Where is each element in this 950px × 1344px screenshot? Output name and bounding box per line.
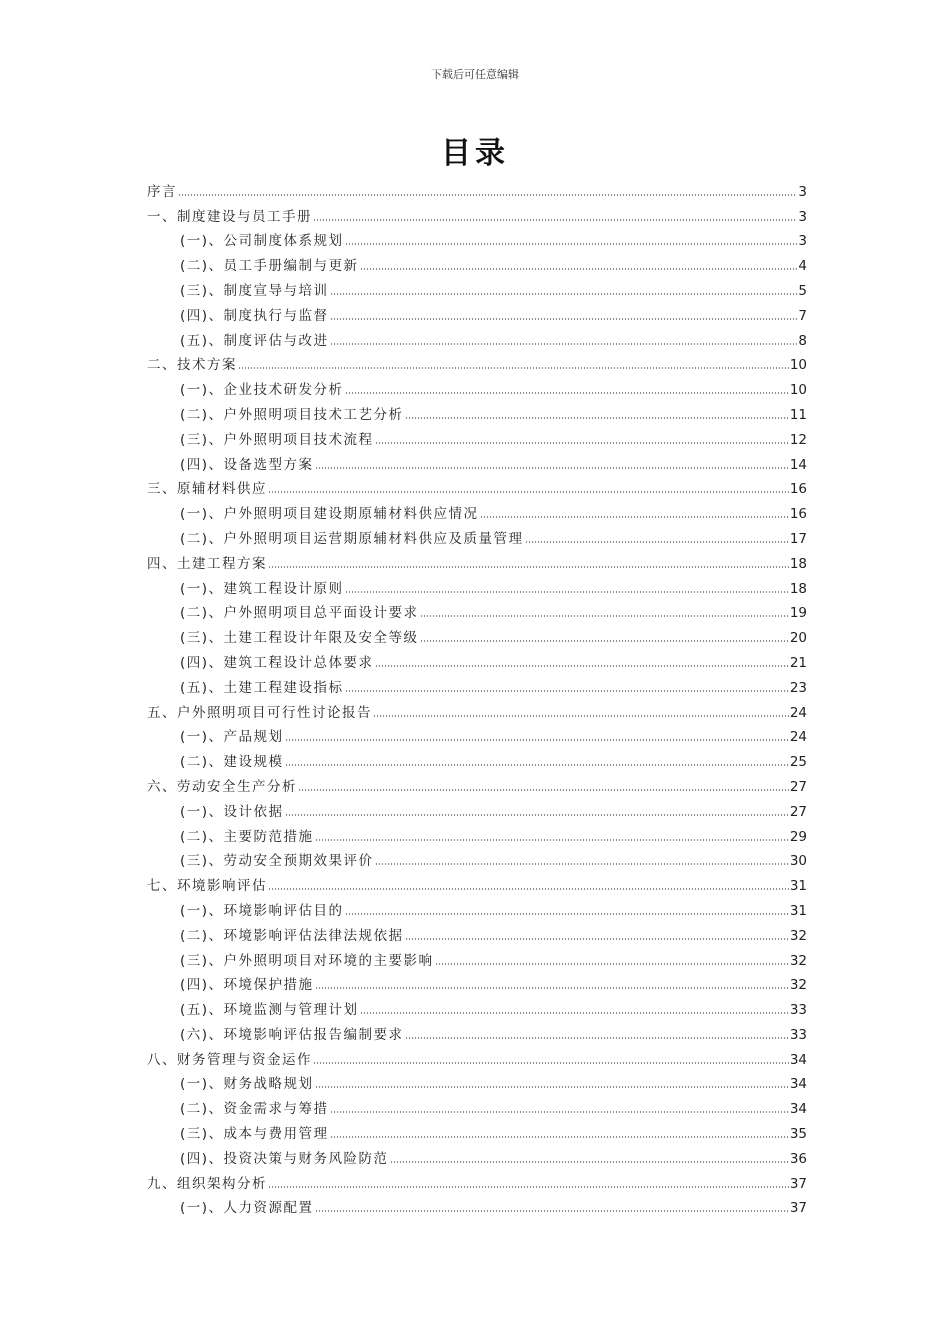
toc-entry-text: (三)、土建工程设计年限及安全等级 <box>180 630 419 647</box>
toc-entry[interactable] <box>147 373 807 398</box>
toc-entry[interactable] <box>147 894 807 919</box>
toc-dot-leader <box>313 219 797 221</box>
toc-entry-text: 三、原辅材料供应 <box>147 481 267 498</box>
toc-dot-leader <box>390 1161 789 1163</box>
toc-entry-page: 17 <box>789 530 807 547</box>
toc-entry-text: (五)、土建工程建设指标 <box>180 679 344 696</box>
toc-entry-text: (三)、劳动安全预期效果评价 <box>180 853 374 870</box>
toc-entry[interactable] <box>147 1018 807 1043</box>
toc-entry-page: 37 <box>789 1175 807 1192</box>
toc-entry-text: 五、户外照明项目可行性讨论报告 <box>147 704 372 721</box>
toc-entry[interactable] <box>147 919 807 944</box>
toc-dot-leader <box>315 1210 789 1212</box>
toc-dot-leader <box>330 1111 789 1113</box>
toc-entry-page: 20 <box>789 630 807 647</box>
toc-entry-page: 34 <box>789 1101 807 1118</box>
toc-entry-page: 27 <box>789 803 807 820</box>
toc-entry-text: 九、组织架构分析 <box>147 1175 267 1192</box>
toc-entry-page: 18 <box>789 580 807 597</box>
toc-entry-page: 35 <box>789 1126 807 1143</box>
toc-entry-page: 34 <box>789 1051 807 1068</box>
toc-entry-page: 32 <box>789 952 807 969</box>
toc-entry-page: 5 <box>798 282 807 299</box>
toc-entry-text: (一)、人力资源配置 <box>180 1200 314 1217</box>
toc-entry-page: 10 <box>789 357 807 374</box>
toc-entry[interactable] <box>147 423 807 448</box>
toc-entry-text: 序言 <box>147 183 177 200</box>
toc-entry-page: 19 <box>789 605 807 622</box>
toc-entry[interactable] <box>147 696 807 721</box>
toc-entry-text: 一、制度建设与员工手册 <box>147 208 312 225</box>
toc-entry-page: 24 <box>789 729 807 746</box>
toc-entry-page: 37 <box>789 1200 807 1217</box>
toc-entry[interactable] <box>147 770 807 795</box>
toc-dot-leader <box>313 1062 789 1064</box>
toc-dot-leader <box>375 665 789 667</box>
toc-entry-page: 33 <box>789 1026 807 1043</box>
toc-entry-page: 11 <box>789 406 807 423</box>
toc-entry-text: (一)、户外照明项目建设期原辅材料供应情况 <box>180 506 479 523</box>
toc-entry[interactable] <box>147 1117 807 1142</box>
toc-entry[interactable] <box>147 721 807 746</box>
toc-entry-text: (三)、制度宣导与培训 <box>180 282 329 299</box>
toc-entry-text: (二)、户外照明项目总平面设计要求 <box>180 605 419 622</box>
toc-entry-page: 24 <box>789 704 807 721</box>
toc-entry-page: 32 <box>789 927 807 944</box>
toc-entry-text: (二)、建设规模 <box>180 754 284 771</box>
toc-entry[interactable] <box>147 1043 807 1068</box>
toc-entry[interactable] <box>147 1167 807 1192</box>
toc-entry-page: 36 <box>789 1150 807 1167</box>
toc-entry[interactable] <box>147 820 807 845</box>
toc-entry-text: (二)、主要防范措施 <box>180 828 314 845</box>
toc-entry[interactable] <box>147 175 807 200</box>
toc-dot-leader <box>330 343 798 345</box>
toc-dot-leader <box>285 764 789 766</box>
toc-entry-page: 3 <box>798 183 807 200</box>
toc-entry-text: (二)、户外照明项目运营期原辅材料供应及质量管理 <box>180 530 524 547</box>
toc-entry[interactable] <box>147 572 807 597</box>
toc-entry-page: 25 <box>789 754 807 771</box>
toc-entry-page: 3 <box>798 233 807 250</box>
toc-entry-page: 33 <box>789 1002 807 1019</box>
toc-entry-text: (一)、建筑工程设计原则 <box>180 580 344 597</box>
toc-entry-page: 31 <box>789 878 807 895</box>
toc-dot-leader <box>330 293 798 295</box>
toc-entry-text: 四、土建工程方案 <box>147 555 267 572</box>
toc-entry-text: (三)、户外照明项目技术流程 <box>180 431 374 448</box>
toc-entry[interactable] <box>147 324 807 349</box>
toc-entry-page: 21 <box>789 654 807 671</box>
toc-dot-leader <box>268 566 789 568</box>
toc-entry-page: 16 <box>789 481 807 498</box>
toc-entry[interactable] <box>147 993 807 1018</box>
toc-entry-text: (四)、建筑工程设计总体要求 <box>180 654 374 671</box>
toc-entry-page: 3 <box>798 208 807 225</box>
toc-entry[interactable] <box>147 621 807 646</box>
toc-dot-leader <box>420 640 789 642</box>
toc-entry[interactable] <box>147 522 807 547</box>
toc-dot-leader <box>420 615 789 617</box>
toc-entry[interactable] <box>147 547 807 572</box>
toc-dot-leader <box>285 739 789 741</box>
toc-entry-text: (一)、环境影响评估目的 <box>180 902 344 919</box>
toc-entry-text: (一)、企业技术研发分析 <box>180 382 344 399</box>
toc-dot-leader <box>268 491 789 493</box>
toc-entry[interactable] <box>147 869 807 894</box>
toc-entry[interactable] <box>147 969 807 994</box>
toc-entry-text: (四)、环境保护措施 <box>180 977 314 994</box>
toc-entry-page: 23 <box>789 679 807 696</box>
toc-dot-leader <box>360 1012 789 1014</box>
toc-entry[interactable] <box>147 795 807 820</box>
toc-entry-page: 34 <box>789 1076 807 1093</box>
toc-entry-text: (四)、设备选型方案 <box>180 456 314 473</box>
toc-entry-page: 12 <box>789 431 807 448</box>
toc-entry[interactable] <box>147 225 807 250</box>
toc-entry[interactable] <box>147 200 807 225</box>
toc-entry-page: 30 <box>789 853 807 870</box>
toc-entry-text: (四)、投资决策与财务风险防范 <box>180 1150 389 1167</box>
toc-dot-leader <box>360 268 798 270</box>
toc-entry-text: (六)、环境影响评估报告编制要求 <box>180 1026 404 1043</box>
toc-title: 目录 <box>441 136 509 171</box>
toc-entry-page: 27 <box>789 778 807 795</box>
toc-entry-text: (一)、设计依据 <box>180 803 284 820</box>
toc-entry[interactable] <box>147 1192 807 1217</box>
header-note: 下载后可任意编辑 <box>431 68 519 81</box>
toc-entry-page: 32 <box>789 977 807 994</box>
toc-dot-leader <box>345 392 789 394</box>
toc-dot-leader <box>315 467 789 469</box>
toc-entry-page: 31 <box>789 902 807 919</box>
toc-dot-leader <box>178 194 797 196</box>
toc-entry[interactable] <box>147 745 807 770</box>
toc-entry[interactable] <box>147 646 807 671</box>
toc-dot-leader <box>268 888 789 890</box>
toc-dot-leader <box>405 1037 789 1039</box>
toc-entry-page: 7 <box>798 307 807 324</box>
toc-dot-leader <box>330 1136 789 1138</box>
toc-dot-leader <box>345 690 789 692</box>
toc-dot-leader <box>345 243 798 245</box>
toc-entry-text: (二)、环境影响评估法律法规依据 <box>180 927 404 944</box>
toc-entry-page: 8 <box>798 332 807 349</box>
toc-entry[interactable] <box>147 249 807 274</box>
toc-entry[interactable] <box>147 597 807 622</box>
toc-entry-text: (二)、员工手册编制与更新 <box>180 258 359 275</box>
toc-entry-text: 七、环境影响评估 <box>147 878 267 895</box>
toc-dot-leader <box>373 715 789 717</box>
toc-dot-leader <box>315 987 789 989</box>
toc-dot-leader <box>345 913 789 915</box>
toc-entry[interactable] <box>147 398 807 423</box>
toc-entry[interactable] <box>147 1092 807 1117</box>
toc-entry[interactable] <box>147 349 807 374</box>
toc-entry[interactable] <box>147 274 807 299</box>
toc-dot-leader <box>405 938 789 940</box>
toc-entry-page: 18 <box>789 555 807 572</box>
toc-entry[interactable] <box>147 448 807 473</box>
toc-dot-leader <box>375 863 789 865</box>
toc-dot-leader <box>315 1086 789 1088</box>
toc-entry[interactable] <box>147 473 807 498</box>
toc-dot-leader <box>298 789 789 791</box>
toc-entry-page: 10 <box>789 382 807 399</box>
toc-entry-text: (二)、户外照明项目技术工艺分析 <box>180 406 404 423</box>
table-of-contents <box>147 175 807 1216</box>
toc-dot-leader <box>268 1186 789 1188</box>
toc-entry-page: 16 <box>789 506 807 523</box>
toc-entry-text: 二、技术方案 <box>147 357 237 374</box>
toc-dot-leader <box>330 318 798 320</box>
toc-dot-leader <box>405 417 789 419</box>
toc-dot-leader <box>435 963 789 965</box>
toc-entry[interactable] <box>147 497 807 522</box>
toc-entry-page: 4 <box>798 258 807 275</box>
toc-entry-text: (三)、成本与费用管理 <box>180 1126 329 1143</box>
toc-entry-text: (一)、产品规划 <box>180 729 284 746</box>
toc-entry-text: (二)、资金需求与筹措 <box>180 1101 329 1118</box>
toc-entry[interactable] <box>147 1068 807 1093</box>
toc-dot-leader <box>238 367 789 369</box>
toc-entry-text: (三)、户外照明项目对环境的主要影响 <box>180 952 434 969</box>
toc-entry-text: (五)、环境监测与管理计划 <box>180 1002 359 1019</box>
toc-entry-page: 14 <box>789 456 807 473</box>
toc-dot-leader <box>315 839 789 841</box>
toc-entry[interactable] <box>147 944 807 969</box>
toc-entry-page: 29 <box>789 828 807 845</box>
toc-dot-leader <box>375 442 789 444</box>
toc-dot-leader <box>345 591 789 593</box>
toc-entry[interactable] <box>147 845 807 870</box>
toc-entry-text: (一)、公司制度体系规划 <box>180 233 344 250</box>
toc-dot-leader <box>525 541 789 543</box>
toc-dot-leader <box>480 516 789 518</box>
toc-entry[interactable] <box>147 1142 807 1167</box>
toc-entry-text: 八、财务管理与资金运作 <box>147 1051 312 1068</box>
toc-entry[interactable] <box>147 671 807 696</box>
toc-entry-text: (四)、制度执行与监督 <box>180 307 329 324</box>
toc-entry-text: (一)、财务战略规划 <box>180 1076 314 1093</box>
toc-dot-leader <box>285 814 789 816</box>
toc-entry-text: (五)、制度评估与改进 <box>180 332 329 349</box>
toc-entry-text: 六、劳动安全生产分析 <box>147 778 297 795</box>
toc-entry[interactable] <box>147 299 807 324</box>
